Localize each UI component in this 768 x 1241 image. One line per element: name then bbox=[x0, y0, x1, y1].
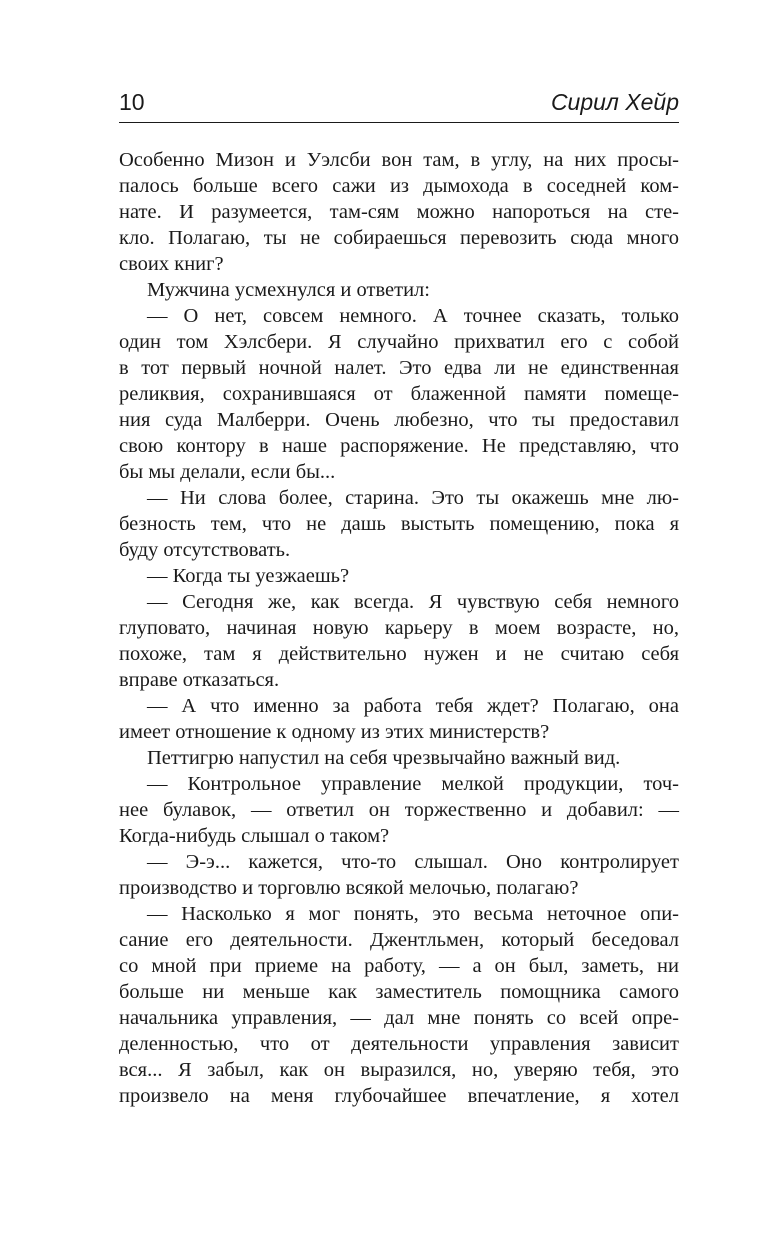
text-line: начальника управления, — дал мне понять со всей опре- bbox=[119, 1007, 679, 1029]
text-line: нее булавок, — ответил он торжественно и добавил: — bbox=[119, 799, 679, 821]
text-line: реликвия, сохранившаяся от блаженной памяти помеще- bbox=[119, 383, 679, 405]
text-line: Особенно Мизон и Уэлсби вон там, в углу, на них просы- bbox=[119, 149, 679, 171]
body-text bbox=[119, 147, 679, 1109]
text-line: — Э-э... кажется, что-то слышал. Оно контролирует bbox=[147, 851, 679, 873]
text-line: больше ни меньше как заместитель помощника самого bbox=[119, 981, 679, 1003]
text-line: вправе отказаться. bbox=[119, 669, 280, 691]
text-line: Мужчина усмехнулся и ответил: bbox=[147, 279, 430, 301]
text-line: — Ни слова более, старина. Это ты окажешь мне лю- bbox=[147, 487, 679, 509]
text-line: — Когда ты уезжаешь? bbox=[147, 565, 350, 587]
text-line: в тот первый ночной налет. Это едва ли не единственная bbox=[119, 357, 679, 379]
text-line: один том Хэлсбери. Я случайно прихватил его с собой bbox=[119, 331, 679, 353]
text-line: — Контрольное управление мелкой продукции, точ- bbox=[147, 773, 679, 795]
text-line: — А что именно за работа тебя ждет? Полагаю, она bbox=[147, 695, 679, 717]
text-line: бы мы делали, если бы... bbox=[119, 461, 336, 483]
text-line: имеет отношение к одному из этих министерств? bbox=[119, 721, 550, 743]
text-line: вся... Я забыл, как он выразился, но, уверяю тебя, это bbox=[119, 1059, 679, 1081]
text-line: палось больше всего сажи из дымохода в соседней ком- bbox=[119, 175, 679, 197]
text-line: со мной при приеме на работу, — а он был, заметь, ни bbox=[119, 955, 679, 977]
text-line: Петтигрю напустил на себя чрезвычайно важный вид. bbox=[147, 747, 621, 769]
text-line: деленностью, что от деятельности управления зависит bbox=[119, 1033, 679, 1055]
text-line: — О нет, совсем немного. А точнее сказать, только bbox=[147, 305, 679, 327]
text-line: похоже, там я действительно нужен и не считаю себя bbox=[119, 643, 679, 665]
running-title: Сирил Хейр bbox=[550, 89, 679, 115]
page-number: 10 bbox=[119, 89, 145, 115]
text-line: Когда-нибудь слышал о таком? bbox=[119, 825, 390, 847]
text-line: — Сегодня же, как всегда. Я чувствую себя немного bbox=[147, 591, 679, 613]
text-line: кло. Полагаю, ты не собираешься перевозить сюда много bbox=[119, 227, 679, 249]
text-line: своих книг? bbox=[119, 253, 224, 275]
text-line: производство и торговлю всякой мелочью, полагаю? bbox=[119, 877, 579, 899]
running-head bbox=[119, 84, 679, 123]
text-line: безность тем, что не дашь выстыть помещению, пока я bbox=[119, 513, 679, 535]
text-line: нате. И разумеется, там-сям можно напороться на сте- bbox=[119, 201, 679, 223]
text-line: свою контору в наше распоряжение. Не представляю, что bbox=[119, 435, 679, 457]
text-line: ния суда Малберри. Очень любезно, что ты предоставил bbox=[119, 409, 679, 431]
text-line: глуповато, начиная новую карьеру в моем возрасте, но, bbox=[119, 617, 679, 639]
text-line: сание его деятельности. Джентльмен, который беседовал bbox=[119, 929, 679, 951]
text-line: — Насколько я мог понять, это весьма неточное опи- bbox=[147, 903, 679, 925]
text-line: произвело на меня глубочайшее впечатление, я хотел bbox=[119, 1085, 679, 1107]
text-line: буду отсутствовать. bbox=[119, 539, 291, 561]
